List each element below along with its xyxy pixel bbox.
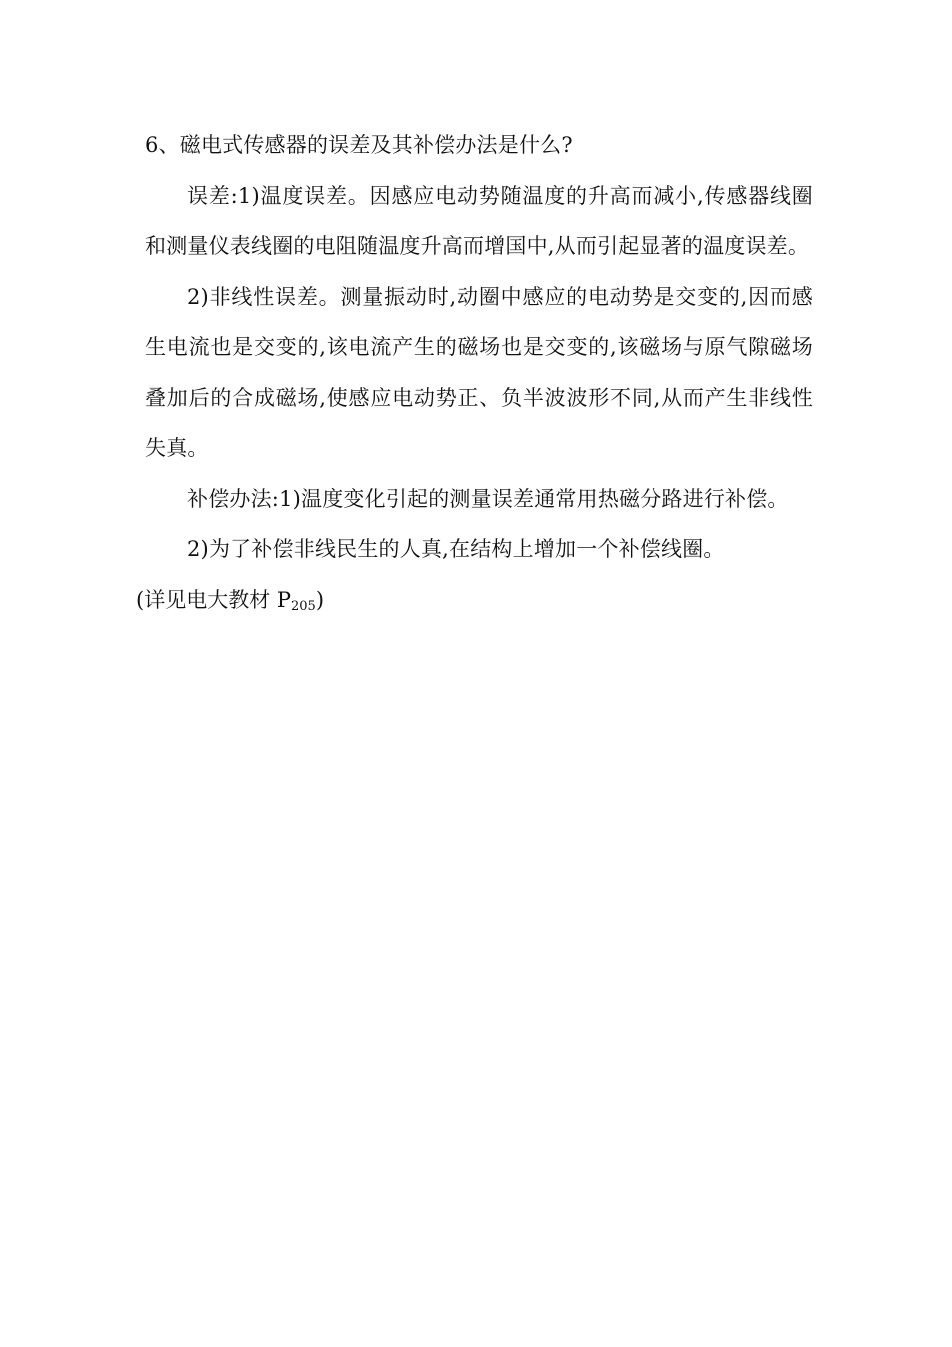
reference-prefix: (详见电大教材 P	[136, 587, 291, 612]
temperature-error-paragraph: 误差:1)温度误差。因感应电动势随温度的升高而减小,传感器线圈和测量仪表线圈的电阻随温度升高而增国中,从而引起显著的温度误差。	[145, 183, 813, 258]
textbook-reference	[136, 575, 813, 626]
nonlinear-error-paragraph: 2)非线性误差。测量振动时,动圈中感应的电动势是交变的,因而感生电流也是交变的,该电流产生的磁场也是交变的,该磁场与原气隙磁场叠加后的合成磁场,使感应电动势正、负半波波形不同,从而产生非线性失真。	[145, 284, 813, 460]
answer-content	[136, 120, 813, 625]
reference-page-number: 205	[291, 598, 316, 614]
question-title: 6、磁电式传感器的误差及其补偿办法是什么?	[145, 133, 573, 157]
reference-suffix: )	[315, 587, 325, 612]
nonlinear-compensation-paragraph: 2)为了补偿非线民生的人真,在结构上增加一个补偿线圈。	[187, 537, 725, 561]
temperature-compensation-paragraph: 补偿办法:1)温度变化引起的测量误差通常用热磁分路进行补偿。	[187, 486, 789, 511]
